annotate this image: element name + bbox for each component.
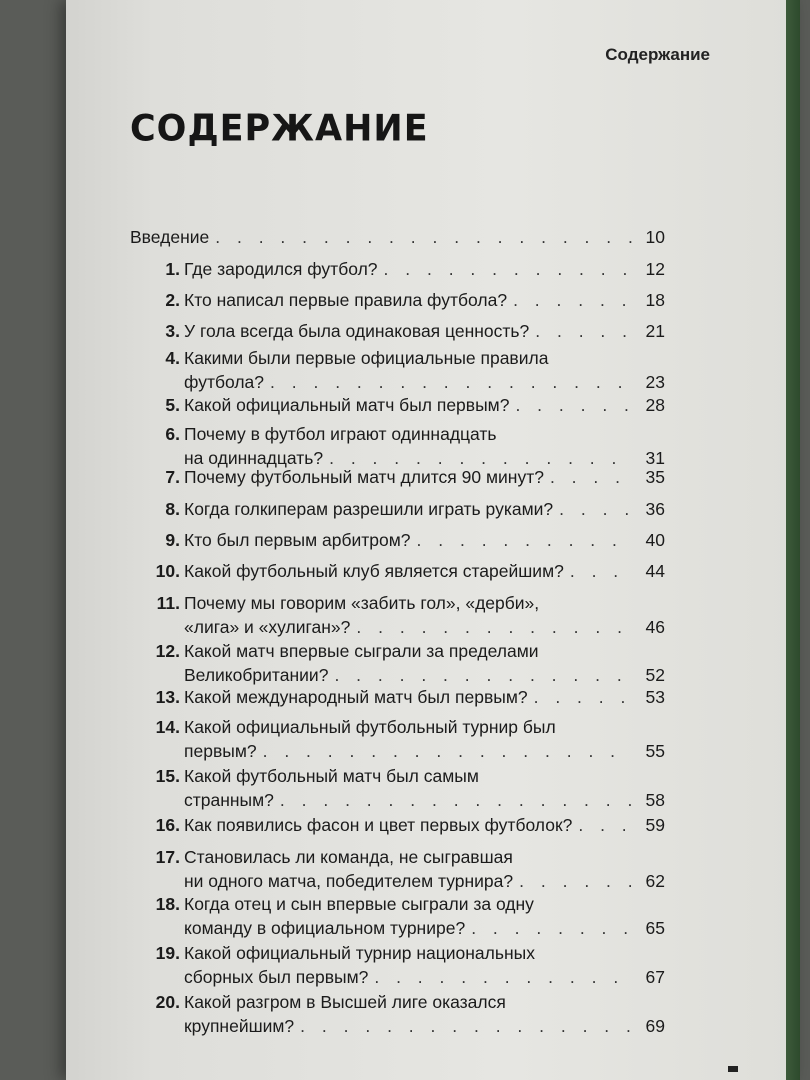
toc-entry-title: Какой официальный футбольный турнир был — [184, 717, 556, 737]
toc-entry-title: странным? — [184, 790, 274, 810]
leader-dots — [263, 740, 633, 762]
toc-entry-number: 11. — [156, 593, 180, 613]
leader-dots — [334, 664, 633, 686]
toc-entry-number: 12. — [155, 641, 180, 661]
leader-dots — [535, 320, 633, 342]
toc-entry-number: 9. — [165, 530, 180, 550]
toc-entry-number: 19. — [155, 943, 180, 963]
toc-entry-number: 1. — [165, 259, 180, 279]
toc-entry-title: Когда отец и сын впервые сыграли за одну — [184, 894, 534, 914]
next-page-edge — [786, 0, 800, 1080]
leader-dots — [513, 289, 633, 311]
toc-entry-title: Почему футбольный матч длится 90 минут? — [184, 467, 544, 487]
toc-entry-title: Почему в футбол играют одиннадцать — [184, 424, 497, 444]
toc-entry-title: Как появились фасон и цвет первых футболок? — [184, 815, 573, 835]
toc-entry-number: 13. — [155, 687, 180, 707]
toc-entry-title: Какой официальный матч был первым? — [184, 395, 510, 415]
toc-entry-title: Какими были первые официальные правила — [184, 348, 549, 368]
toc-entry-number: 18. — [155, 894, 180, 914]
toc-entry-title: Где зародился футбол? — [184, 259, 378, 279]
toc-entry-page: 46 — [645, 617, 665, 637]
toc-entry-title: «лига» и «хулиган»? — [184, 617, 351, 637]
toc-entry-title: ни одного матча, победителем турнира? — [184, 871, 514, 891]
toc-entry-page: 58 — [645, 790, 665, 810]
toc-entry-title: первым? — [184, 741, 257, 761]
leader-dots — [550, 466, 633, 488]
toc-entry-title: Какой футбольный клуб является старейшим? — [184, 561, 564, 581]
toc-entry-page: 55 — [645, 741, 665, 761]
leader-dots — [270, 371, 633, 393]
page-title: СОДЕРЖАНИЕ — [130, 108, 429, 150]
leader-dots — [515, 394, 633, 416]
toc-entry-title: Великобритании? — [184, 665, 329, 685]
running-header: Содержание — [605, 45, 710, 64]
toc-intro-label: Введение — [130, 227, 210, 247]
toc-entry-title: Какой международный матч был первым? — [184, 687, 528, 707]
toc-entry-number: 15. — [155, 766, 180, 786]
toc-entry-title: Какой официальный турнир национальных — [184, 943, 535, 963]
toc-entry-page: 53 — [645, 687, 665, 707]
toc-entry-number: 5. — [165, 395, 180, 415]
page-corner-mark — [728, 1066, 738, 1072]
toc-entry-page: 36 — [645, 499, 665, 519]
leader-dots — [559, 498, 633, 520]
toc-entry-number: 4. — [165, 348, 180, 368]
toc-entry-title: футбола? — [184, 372, 265, 392]
toc-entry-title: У гола всегда была одинаковая ценность? — [184, 321, 530, 341]
toc-entry-title: Почему мы говорим «забить гол», «дерби», — [184, 593, 540, 613]
toc-entry-number: 3. — [165, 321, 180, 341]
leader-dots — [280, 789, 633, 811]
leader-dots — [519, 870, 633, 892]
toc-entry-title: команду в официальном турнире? — [184, 918, 466, 938]
toc-entry-title: Какой футбольный матч был самым — [184, 766, 479, 786]
toc-entry-page: 67 — [645, 967, 665, 987]
toc-entry-page: 23 — [645, 372, 665, 392]
leader-dots — [570, 560, 633, 582]
toc-entry-number: 7. — [165, 467, 180, 487]
toc-entry-title: Кто написал первые правила футбола? — [184, 290, 508, 310]
toc-entry-page: 40 — [645, 530, 665, 550]
leader-dots — [215, 226, 633, 248]
leader-dots — [300, 1015, 633, 1037]
toc-entry-title: Когда голкиперам разрешили играть руками? — [184, 499, 554, 519]
toc-entry-number: 6. — [165, 424, 180, 444]
toc-entry-title: Какой разгром в Высшей лиге оказался — [184, 992, 506, 1012]
toc-entry-page: 12 — [645, 259, 665, 279]
leader-dots — [374, 966, 633, 988]
toc-entry-number: 14. — [155, 717, 180, 737]
toc-entry-number: 2. — [165, 290, 180, 310]
toc-entry-page: 69 — [645, 1016, 665, 1036]
toc-entry-page: 35 — [645, 467, 665, 487]
leader-dots — [534, 686, 633, 708]
leader-dots — [356, 616, 633, 638]
leader-dots — [417, 529, 633, 551]
leader-dots — [384, 258, 633, 280]
toc-entry-page: 65 — [645, 918, 665, 938]
toc-entry-page: 52 — [645, 665, 665, 685]
toc-entry-title: на одиннадцать? — [184, 448, 324, 468]
toc-entry-number: 16. — [155, 815, 180, 835]
toc-entry-page: 21 — [645, 321, 665, 341]
toc-entry-title: сборных был первым? — [184, 967, 369, 987]
toc-entry-number: 17. — [155, 847, 180, 867]
toc-entry-number: 20. — [155, 992, 180, 1012]
toc-entry-number: 8. — [165, 499, 180, 519]
toc-entry-title: Какой матч впервые сыграли за пределами — [184, 641, 539, 661]
leader-dots — [578, 814, 633, 836]
leader-dots — [471, 917, 633, 939]
toc-entry-title: крупнейшим? — [184, 1016, 295, 1036]
toc-entry-title: Кто был первым арбитром? — [184, 530, 411, 550]
toc-entry-page: 18 — [645, 290, 665, 310]
toc-entry-page: 28 — [645, 395, 665, 415]
toc-intro-page: 10 — [645, 227, 665, 247]
toc-entry-page: 59 — [645, 815, 665, 835]
toc-entry-title: Становилась ли команда, не сыгравшая — [184, 847, 513, 867]
toc-entry-page: 44 — [645, 561, 665, 581]
toc-entry-number: 10. — [155, 561, 180, 581]
toc-entry-page: 62 — [645, 871, 665, 891]
toc-entry-page: 31 — [645, 448, 665, 468]
